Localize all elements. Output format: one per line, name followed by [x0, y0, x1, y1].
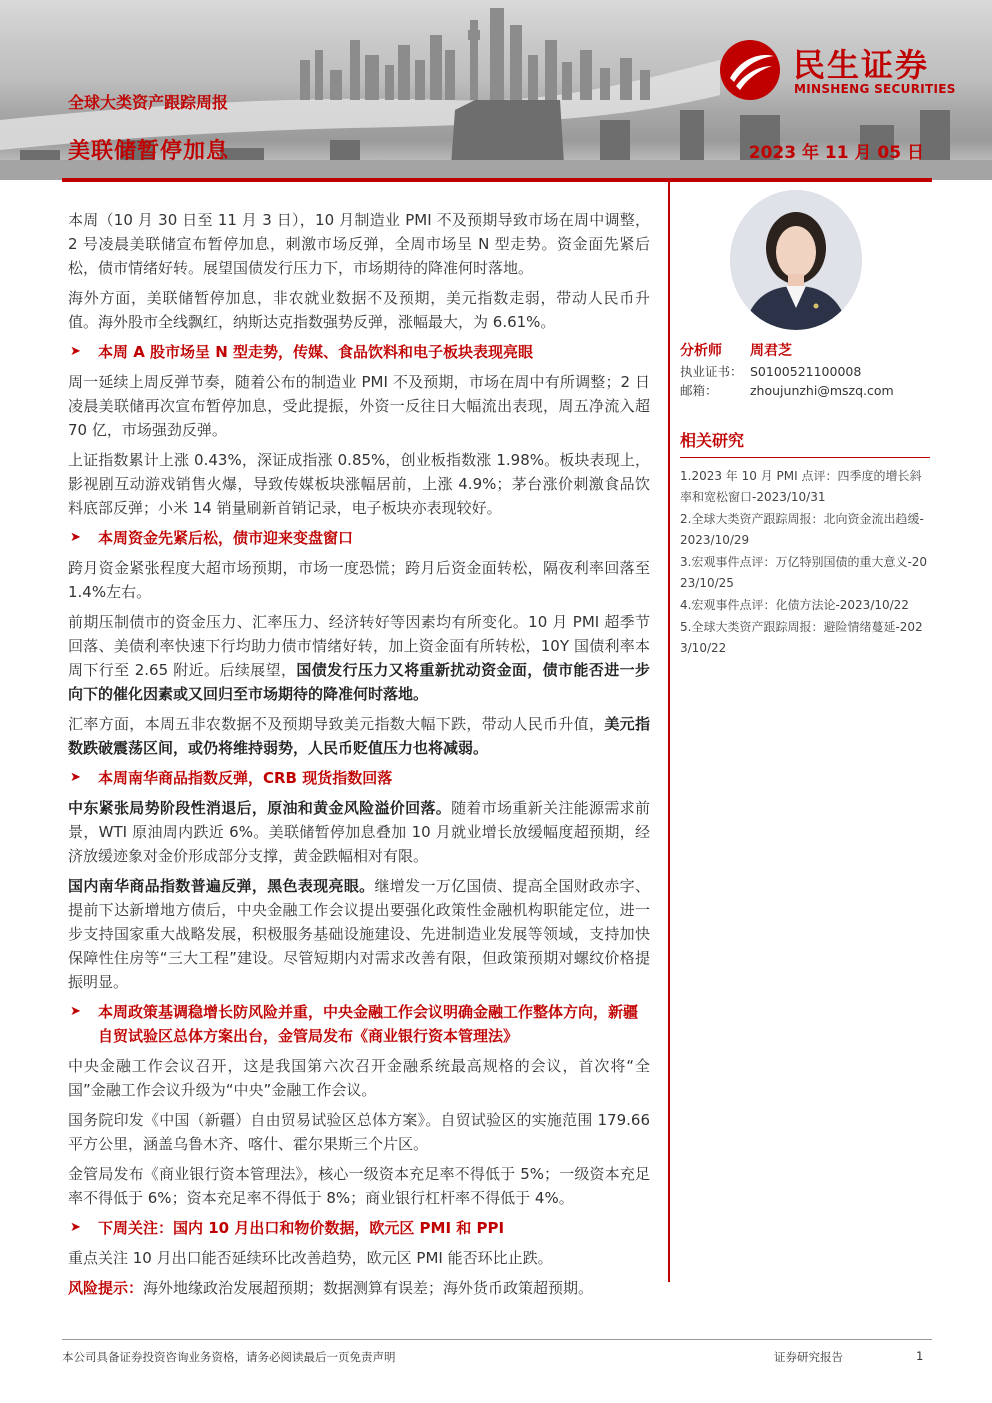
main-column [68, 208, 650, 1306]
related-research-title: 相关研究 [680, 428, 930, 458]
section3-paragraph-2 [68, 874, 650, 994]
analyst-photo [730, 190, 862, 330]
section2-paragraph-1: 跨月资金紧张程度大超市场预期，市场一度恐慌；跨月后资金面转松，隔夜利率回落至 1.4%左右。 [68, 559, 650, 601]
section-heading-text: 本周资金先紧后松，债市迎来变盘窗口 [98, 529, 354, 547]
cert-row [680, 362, 930, 381]
section-heading-text: 本周政策基调稳增长防风险并重，中央金融工作会议明确金融工作整体方向，新疆自贸试验区总体方案出台，金管局发布《商业银行资本管理法》 [98, 1003, 639, 1045]
section-heading-4 [68, 1000, 650, 1048]
intro-paragraph-1: 本周（10 月 30 日至 11 月 3 日），10 月制造业 PMI 不及预期导致市场在周中调整，2 号凌晨美联储宣布暂停加息，刺激市场反弹，全周市场呈 N 型走势。资金面先紧后松，债市情绪好转。展望国债发行压力下，市场期待的降准何时落地。 [68, 211, 650, 277]
cert-value: S0100521100008 [750, 364, 862, 379]
analyst-row [680, 340, 930, 362]
column-divider [668, 182, 670, 1282]
footer-disclaimer: 本公司具备证券投资咨询业务资格，请务必阅读最后一页免责声明 [62, 1350, 396, 1364]
related-research-item[interactable]: 3.宏观事件点评：万亿特别国债的重大意义-2023/10/25 [680, 555, 928, 590]
section-heading-text: 本周 A 股市场呈 N 型走势，传媒、食品饮料和电子板块表现亮眼 [98, 343, 534, 361]
risk-text: 海外地缘政治发展超预期；数据测算有误差；海外货币政策超预期。 [143, 1279, 594, 1297]
section-heading-5 [68, 1216, 650, 1240]
risk-warning [68, 1276, 650, 1300]
report-date: 2023 年 11 月 05 日 [748, 143, 924, 163]
company-logo [718, 38, 968, 104]
plain-text: 继增发一万亿国债、提高全国财政赤字、提前下达新增地方债后，中央金融工作会议提出要强化政策性金融机构职能定位，进一步支持国家重大战略发展，积极服务基础设施建设、先进制造业发展等领域，支持加快保障性住房等“三大工程”建设。尽管短期内对需求改善有限，但政策预期对螺纹价格提振明显。 [68, 877, 650, 991]
bullet-arrow-icon: ➤ [70, 770, 81, 785]
section1-paragraph-1: 周一延续上周反弹节奏，随着公布的制造业 PMI 不及预期，市场在周中有所调整；2 日凌晨美联储再次宣布暂停加息，受此提振，外资一反往日大幅流出表现，周五净流入超 70 亿，市场强劲反弹。 [68, 373, 650, 439]
section5-paragraph-1: 重点关注 10 月出口能否延续环比改善趋势，欧元区 PMI 能否环比止跌。 [68, 1249, 553, 1267]
section2-paragraph-3 [68, 712, 650, 760]
header-divider [62, 178, 932, 182]
bullet-arrow-icon: ➤ [70, 1004, 81, 1019]
section-heading-text: 下周关注：国内 10 月出口和物价数据，欧元区 PMI 和 PPI [98, 1219, 505, 1237]
email-link[interactable]: zhoujunzhi@mszq.com [750, 383, 894, 398]
related-research-item[interactable]: 5.全球大类资产跟踪周报：避险情绪蔓延-2023/10/22 [680, 620, 923, 655]
section-heading-3 [68, 766, 650, 790]
related-research-item[interactable]: 1.2023 年 10 月 PMI 点评：四季度的增长斜率和宽松窗口-2023/10/31 [680, 469, 922, 504]
email-label: 邮箱： [680, 383, 718, 398]
plain-text: 汇率方面，本周五非农数据不及预期导致美元指数大幅下跌，带动人民币升值， [68, 715, 605, 733]
logo-mark-icon [718, 38, 782, 102]
footer-report-type: 证券研究报告 [774, 1350, 843, 1364]
plain-text: 前期压制债市的资金压力、汇率压力、经济转好等因素均有所变化。10 月 PMI 超季节回落、美债利率快速下行均助力债市情绪好转，加上资金面有所转松，10Y 国债利率本周下行至 2.65 附近。后续展望， [68, 613, 650, 679]
emphasis-text: 国内南华商品指数普遍反弹，黑色表现亮眼。 [68, 877, 375, 895]
email-row [680, 381, 930, 400]
bullet-arrow-icon: ➤ [70, 344, 81, 359]
section4-paragraph-1: 中央金融工作会议召开，这是我国第六次召开金融系统最高规格的会议，首次将“全国”金融工作会议升级为“中央”金融工作会议。 [68, 1057, 650, 1099]
emphasis-text: 美元指数跌破震荡区间，或仍将维持弱势，人民币贬值压力也将减弱。 [68, 715, 650, 757]
emphasis-text: 国债发行压力又将重新扰动资金面，债市能否进一步向下的催化因素或又回归至市场期待的降准何时落地。 [68, 661, 650, 703]
plain-text: 随着市场重新关注能源需求前景，WTI 原油周内跌近 6%。美联储暂停加息叠加 10 月就业增长放缓幅度超预期，经济放缓迹象对金价形成部分支撑，黄金跌幅相对有限。 [68, 799, 650, 865]
intro-paragraph-2: 海外方面，美联储暂停加息，非农就业数据不及预期，美元指数走弱，带动人民币升值。海外股市全线飘红，纳斯达克指数强势反弹，涨幅最大，为 6.61%。 [68, 289, 650, 331]
analyst-info [680, 340, 930, 400]
emphasis-text: 中东紧张局势阶段性消退后，原油和黄金风险溢价回落。 [68, 799, 452, 817]
section2-paragraph-2 [68, 610, 650, 706]
related-research-item[interactable]: 2.全球大类资产跟踪周报：北向资金流出趋缓-2023/10/29 [680, 512, 924, 547]
logo-text-cn: 民生证券 [793, 46, 930, 84]
section-heading-text: 本周南华商品指数反弹，CRB 现货指数回落 [98, 769, 393, 787]
analyst-name: 周君芝 [750, 343, 792, 359]
cert-label: 执业证书： [680, 364, 743, 379]
bullet-arrow-icon: ➤ [70, 1220, 81, 1235]
analyst-label: 分析师 [680, 343, 722, 359]
page-number: 1 [916, 1349, 924, 1363]
logo-text-en: MINSHENG SECURITIES [794, 82, 956, 96]
series-title: 全球大类资产跟踪周报 [68, 93, 229, 112]
header-banner [0, 0, 992, 180]
risk-label: 风险提示： [68, 1279, 144, 1297]
report-title: 美联储暂停加息 [68, 139, 230, 164]
section3-paragraph-1 [68, 796, 650, 868]
section4-paragraph-2: 国务院印发《中国（新疆）自由贸易试验区总体方案》。自贸试验区的实施范围 179.66 平方公里，涵盖乌鲁木齐、喀什、霍尔果斯三个片区。 [68, 1111, 650, 1153]
section-heading-2 [68, 526, 650, 550]
related-research [680, 428, 930, 660]
section-heading-1 [68, 340, 650, 364]
bullet-arrow-icon: ➤ [70, 530, 81, 545]
related-research-item[interactable]: 4.宏观事件点评：化债方法论-2023/10/22 [680, 598, 909, 612]
section4-paragraph-3: 金管局发布《商业银行资本管理法》，核心一级资本充足率不得低于 5%；一级资本充足率不得低于 6%；资本充足率不得低于 8%；商业银行杠杆率不得低于 4%。 [68, 1165, 650, 1207]
analyst-portrait-icon [730, 190, 862, 330]
footer-divider [62, 1339, 932, 1340]
section1-paragraph-2: 上证指数累计上涨 0.43%，深证成指涨 0.85%，创业板指数涨 1.98%。板块表现上，影视剧互动游戏销售火爆，导致传媒板块涨幅居前，上涨 4.9%；茅台涨价刺激食品饮料底部反弹；小米 14 销量刷新首销记录，电子板块亦表现较好。 [68, 451, 650, 517]
